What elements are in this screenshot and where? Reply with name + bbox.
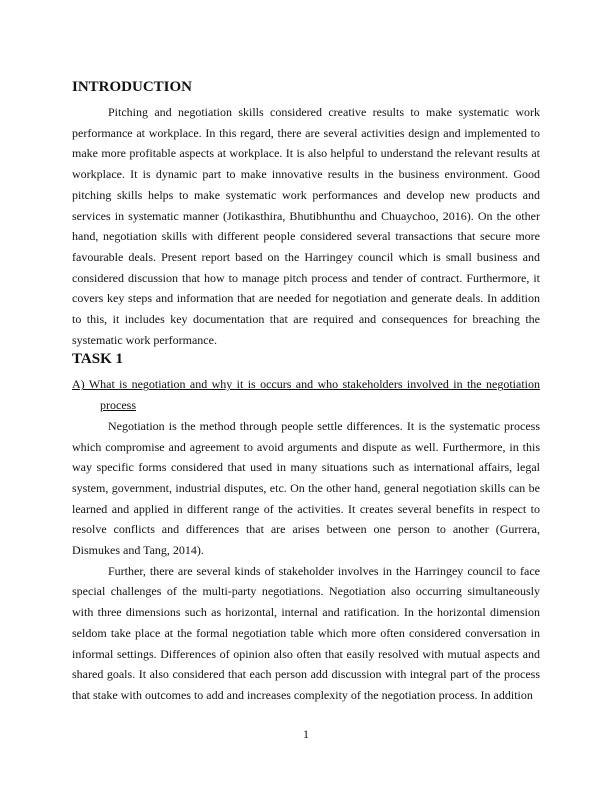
page-number: 1 (303, 727, 309, 741)
introduction-paragraph: Pitching and negotiation skills considered creative results to make systematic work performance at workplace. In this regard, there are several activities design and implemented to make more profitable aspects at workplace. It is also helpful to understand the relevant results at workplace. It is dynamic part to make innovative results in the business environment. Good pitching skills helps to make systematic work performances and develop new products and services in systematic manner (Jotikasthira, Bhutibhunthu and Chuaychoo, 2016). On the other hand, negotiation skills with different people considered several transactions that secure more favourable deals. Present report based on the Harringey council which is small business and considered discussion that how to manage pitch process and tender of contract. Furthermore, it covers key steps and information that are needed for negotiation and generate deals. In addition to this, it includes key documentation that are required and consequences for breaching the systematic work performance. (72, 105, 540, 347)
introduction-heading: INTRODUCTION (72, 79, 193, 95)
task1-heading: TASK 1 (72, 351, 123, 368)
task1-question: A) What is negotiation and why it is occurs and who stakeholders involved in the negotiation process (72, 377, 540, 413)
task1-paragraph-1: Negotiation is the method through people settle differences. It is the systematic process which compromise and agreement to avoid arguments and dispute as well. Furthermore, in this way specific forms considered that used in many situations such as international affairs, legal system, government, industrial disputes, etc. On the other hand, general negotiation skills can be learned and applied in different range of the activities. It creates several benefits in respect to resolve conflicts and differences that are arises between one person to another (Gurrera, Dismukes and Tang, 2014). (72, 418, 540, 558)
page-content (72, 78, 540, 706)
task1-paragraph-2: Further, there are several kinds of stakeholder involves in the Harringey council to face special challenges of the multi-party negotiations. Negotiation also occurring simultaneously with three dimensions such as horizontal, internal and ratification. In the horizontal dimension seldom take place at the formal negotiation table which more often considered conversation in informal settings. Differences of opinion also often that easily resolved with mutual aspects and shared goals. It also considered that each person add discussion with integral part of the process that stake with outcomes to add and increases complexity of the negotiation process. In addition (72, 563, 540, 702)
